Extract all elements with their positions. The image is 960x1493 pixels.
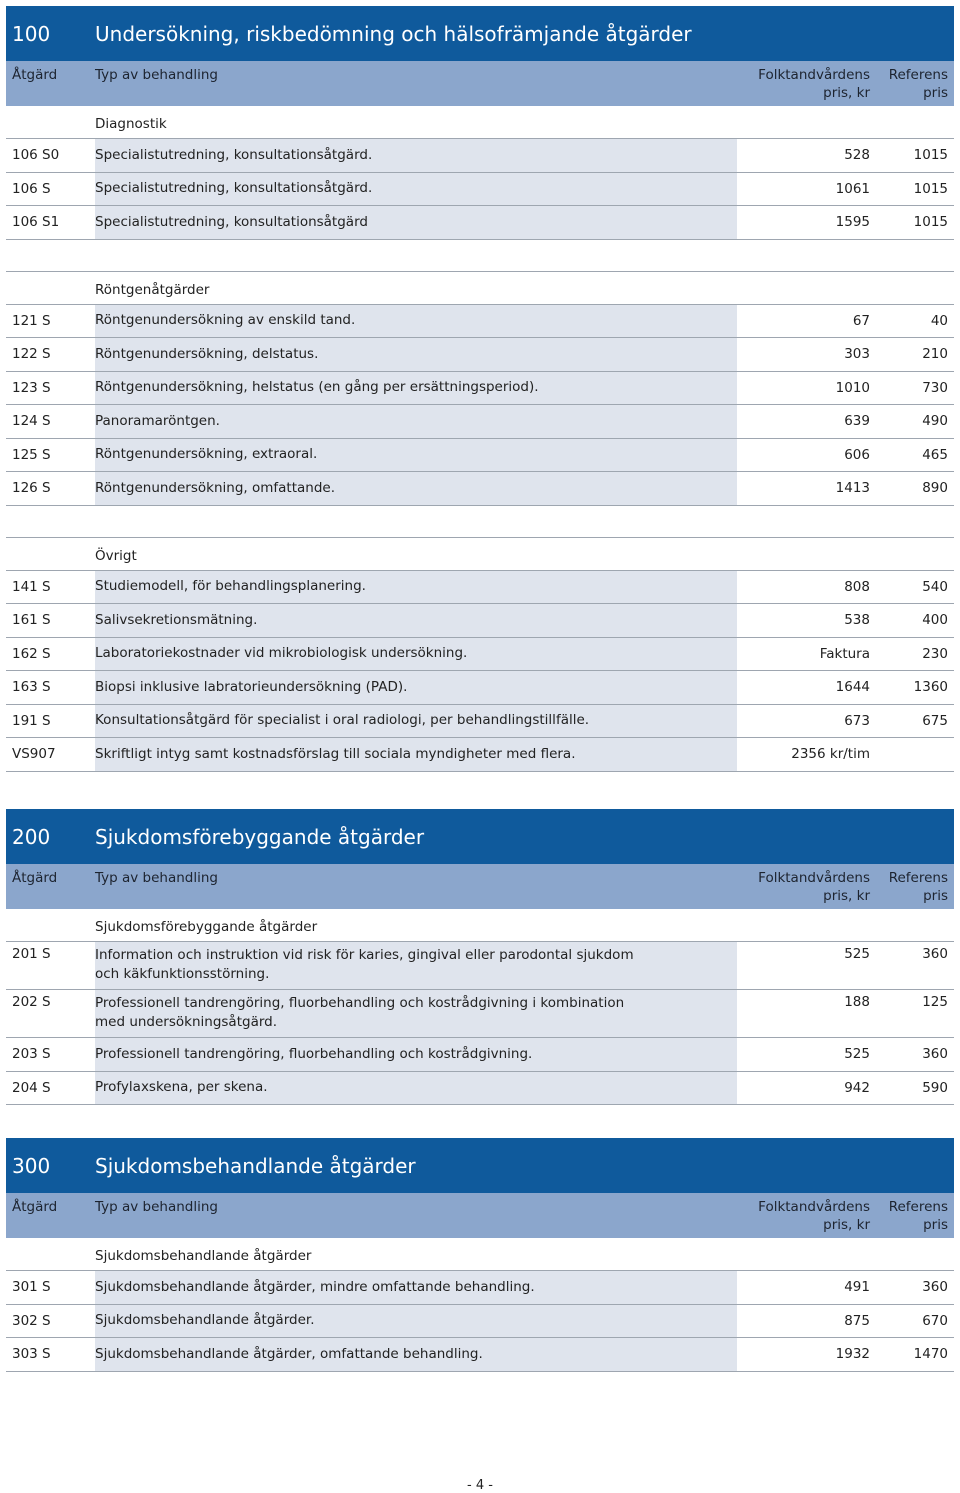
row-description: Konsultationsåtgärd för specialist i oral radiologi, per behandlingstillfälle. xyxy=(95,705,737,738)
row-price: 942 xyxy=(737,1072,880,1105)
row-code: 123 S xyxy=(6,372,95,405)
section-title: Sjukdomsbehandlande åtgärder xyxy=(95,1153,416,1178)
row-price: 538 xyxy=(737,604,880,637)
table-body xyxy=(6,909,954,1105)
row-reference-price: 1360 xyxy=(880,671,954,704)
section-100 xyxy=(6,6,954,772)
row-code: 202 S xyxy=(6,990,95,1037)
subgroup-heading xyxy=(6,272,954,305)
subgroup-price-cell xyxy=(737,1238,880,1270)
row-price: 525 xyxy=(737,1038,880,1071)
row-reference-price: 230 xyxy=(880,638,954,671)
row-reference-price: 675 xyxy=(880,705,954,738)
subgroup-code-cell xyxy=(6,1238,95,1270)
table-row xyxy=(6,206,954,240)
row-price: 2356 kr/tim xyxy=(737,738,880,771)
row-price: 528 xyxy=(737,139,880,172)
row-description: Specialistutredning, konsultationsåtgärd. xyxy=(95,139,737,172)
table-row xyxy=(6,1338,954,1372)
row-description: Information och instruktion vid risk för karies, gingival eller parodontal sjukdom och käkfunktionsstörning. xyxy=(95,942,737,989)
table-body xyxy=(6,106,954,772)
row-code: 141 S xyxy=(6,571,95,604)
section-title-bar xyxy=(6,6,954,61)
subgroup-label: Sjukdomsbehandlande åtgärder xyxy=(95,1238,737,1270)
table-row xyxy=(6,405,954,439)
row-price: 1932 xyxy=(737,1338,880,1371)
subgroup-price-cell xyxy=(737,909,880,941)
col-ref: Referens pris xyxy=(888,870,948,904)
row-reference-price: 1015 xyxy=(880,139,954,172)
row-code: 125 S xyxy=(6,439,95,472)
row-code: 163 S xyxy=(6,671,95,704)
table-row xyxy=(6,139,954,173)
row-reference-price: 1015 xyxy=(880,206,954,239)
col-ref: Referens pris xyxy=(888,67,948,101)
row-description: Specialistutredning, konsultationsåtgärd xyxy=(95,206,737,239)
col-folk: Folktandvårdens pris, kr xyxy=(758,870,870,904)
subgroup-label: Diagnostik xyxy=(95,106,737,138)
table-row xyxy=(6,173,954,207)
table-row xyxy=(6,1271,954,1305)
row-reference-price: 125 xyxy=(880,990,954,1037)
row-code: 161 S xyxy=(6,604,95,637)
section-title: Sjukdomsförebyggande åtgärder xyxy=(95,824,425,849)
row-description: Studiemodell, för behandlingsplanering. xyxy=(95,571,737,604)
row-description: Röntgenundersökning, delstatus. xyxy=(95,338,737,371)
section-title-bar xyxy=(6,1138,954,1193)
row-description: Salivsekretionsmätning. xyxy=(95,604,737,637)
table-row xyxy=(6,942,954,990)
subgroup-ref-cell xyxy=(880,106,954,138)
table-row xyxy=(6,671,954,705)
row-price: Faktura xyxy=(737,638,880,671)
table-row xyxy=(6,604,954,638)
column-header xyxy=(6,61,954,106)
section-title: Undersökning, riskbedömning och hälsofrämjande åtgärder xyxy=(95,21,692,46)
section-number: 100 xyxy=(12,21,51,46)
row-reference-price: 210 xyxy=(880,338,954,371)
col-atgard: Åtgärd xyxy=(12,1199,58,1215)
table-row xyxy=(6,305,954,339)
row-price: 808 xyxy=(737,571,880,604)
table-row xyxy=(6,1038,954,1072)
row-description: Biopsi inklusive labratorieundersökning (PAD). xyxy=(95,671,737,704)
row-description: Röntgenundersökning, extraoral. xyxy=(95,439,737,472)
table-row xyxy=(6,1305,954,1339)
row-code: 301 S xyxy=(6,1271,95,1304)
row-price: 1010 xyxy=(737,372,880,405)
section-200 xyxy=(6,809,954,1105)
row-code: 191 S xyxy=(6,705,95,738)
col-atgard: Åtgärd xyxy=(12,870,58,886)
row-reference-price: 1470 xyxy=(880,1338,954,1371)
section-number: 300 xyxy=(12,1153,51,1178)
row-code: 106 S0 xyxy=(6,139,95,172)
subgroup-code-cell xyxy=(6,538,95,570)
row-price: 1413 xyxy=(737,472,880,505)
row-reference-price: 40 xyxy=(880,305,954,338)
row-price: 1061 xyxy=(737,173,880,206)
row-price: 303 xyxy=(737,338,880,371)
col-typ: Typ av behandling xyxy=(95,1199,219,1215)
table-row xyxy=(6,1072,954,1106)
row-reference-price: 540 xyxy=(880,571,954,604)
row-reference-price: 890 xyxy=(880,472,954,505)
row-description: Skriftligt intyg samt kostnadsförslag till sociala myndigheter med flera. xyxy=(95,738,737,771)
col-folk: Folktandvårdens pris, kr xyxy=(758,67,870,101)
table-row xyxy=(6,638,954,672)
row-description: Specialistutredning, konsultationsåtgärd. xyxy=(95,173,737,206)
row-code: 106 S xyxy=(6,173,95,206)
table-row xyxy=(6,705,954,739)
section-number: 200 xyxy=(12,824,51,849)
subgroup-heading xyxy=(6,1238,954,1271)
col-typ: Typ av behandling xyxy=(95,67,219,83)
subgroup-code-cell xyxy=(6,272,95,304)
table-row xyxy=(6,372,954,406)
subgroup-ref-cell xyxy=(880,1238,954,1270)
row-description: Sjukdomsbehandlande åtgärder, mindre omfattande behandling. xyxy=(95,1271,737,1304)
row-code: 124 S xyxy=(6,405,95,438)
table-row xyxy=(6,338,954,372)
row-code: 201 S xyxy=(6,942,95,989)
table-body xyxy=(6,1238,954,1372)
row-reference-price: 400 xyxy=(880,604,954,637)
row-price: 491 xyxy=(737,1271,880,1304)
row-code: 121 S xyxy=(6,305,95,338)
row-description: Laboratoriekostnader vid mikrobiologisk undersökning. xyxy=(95,638,737,671)
row-price: 639 xyxy=(737,405,880,438)
row-code: 302 S xyxy=(6,1305,95,1338)
col-folk: Folktandvårdens pris, kr xyxy=(758,1199,870,1233)
row-reference-price: 1015 xyxy=(880,173,954,206)
row-description: Panoramaröntgen. xyxy=(95,405,737,438)
row-code: 122 S xyxy=(6,338,95,371)
row-description: Sjukdomsbehandlande åtgärder. xyxy=(95,1305,737,1338)
subgroup-heading xyxy=(6,106,954,139)
col-typ: Typ av behandling xyxy=(95,870,219,886)
column-header xyxy=(6,1193,954,1238)
page-number: - 4 - xyxy=(467,1478,493,1493)
row-code: 303 S xyxy=(6,1338,95,1371)
row-code: VS907 xyxy=(6,738,95,771)
group-spacer xyxy=(6,240,954,272)
row-price: 606 xyxy=(737,439,880,472)
table-row xyxy=(6,472,954,506)
subgroup-label: Sjukdomsförebyggande åtgärder xyxy=(95,909,737,941)
row-reference-price: 670 xyxy=(880,1305,954,1338)
subgroup-label: Röntgenåtgärder xyxy=(95,272,737,304)
subgroup-price-cell xyxy=(737,106,880,138)
subgroup-price-cell xyxy=(737,272,880,304)
row-reference-price xyxy=(880,738,954,771)
section-title-bar xyxy=(6,809,954,864)
subgroup-code-cell xyxy=(6,106,95,138)
subgroup-ref-cell xyxy=(880,909,954,941)
row-reference-price: 360 xyxy=(880,1271,954,1304)
row-code: 106 S1 xyxy=(6,206,95,239)
column-header xyxy=(6,864,954,909)
subgroup-heading xyxy=(6,538,954,571)
row-reference-price: 360 xyxy=(880,942,954,989)
row-price: 188 xyxy=(737,990,880,1037)
col-atgard: Åtgärd xyxy=(12,67,58,83)
row-code: 204 S xyxy=(6,1072,95,1105)
row-reference-price: 490 xyxy=(880,405,954,438)
subgroup-code-cell xyxy=(6,909,95,941)
row-description: Professionell tandrengöring, fluorbehandling och kostrådgivning. xyxy=(95,1038,737,1071)
row-code: 126 S xyxy=(6,472,95,505)
table-row xyxy=(6,738,954,772)
row-description: Sjukdomsbehandlande åtgärder, omfattande behandling. xyxy=(95,1338,737,1371)
subgroup-ref-cell xyxy=(880,272,954,304)
row-reference-price: 730 xyxy=(880,372,954,405)
row-price: 1644 xyxy=(737,671,880,704)
row-price: 875 xyxy=(737,1305,880,1338)
group-spacer xyxy=(6,506,954,538)
subgroup-heading xyxy=(6,909,954,942)
row-description: Röntgenundersökning, omfattande. xyxy=(95,472,737,505)
row-reference-price: 590 xyxy=(880,1072,954,1105)
section-300 xyxy=(6,1138,954,1372)
table-row xyxy=(6,439,954,473)
row-price: 673 xyxy=(737,705,880,738)
col-ref: Referens pris xyxy=(888,1199,948,1233)
row-description: Profylaxskena, per skena. xyxy=(95,1072,737,1105)
row-description: Röntgenundersökning av enskild tand. xyxy=(95,305,737,338)
row-price: 1595 xyxy=(737,206,880,239)
subgroup-price-cell xyxy=(737,538,880,570)
subgroup-label: Övrigt xyxy=(95,538,737,570)
row-price: 525 xyxy=(737,942,880,989)
table-row xyxy=(6,571,954,605)
row-reference-price: 360 xyxy=(880,1038,954,1071)
row-description: Röntgenundersökning, helstatus (en gång per ersättningsperiod). xyxy=(95,372,737,405)
row-code: 162 S xyxy=(6,638,95,671)
row-price: 67 xyxy=(737,305,880,338)
row-description: Professionell tandrengöring, fluorbehandling och kostrådgivning i kombination med undersökningsåtgärd. xyxy=(95,990,737,1037)
table-row xyxy=(6,990,954,1038)
subgroup-ref-cell xyxy=(880,538,954,570)
row-code: 203 S xyxy=(6,1038,95,1071)
row-reference-price: 465 xyxy=(880,439,954,472)
